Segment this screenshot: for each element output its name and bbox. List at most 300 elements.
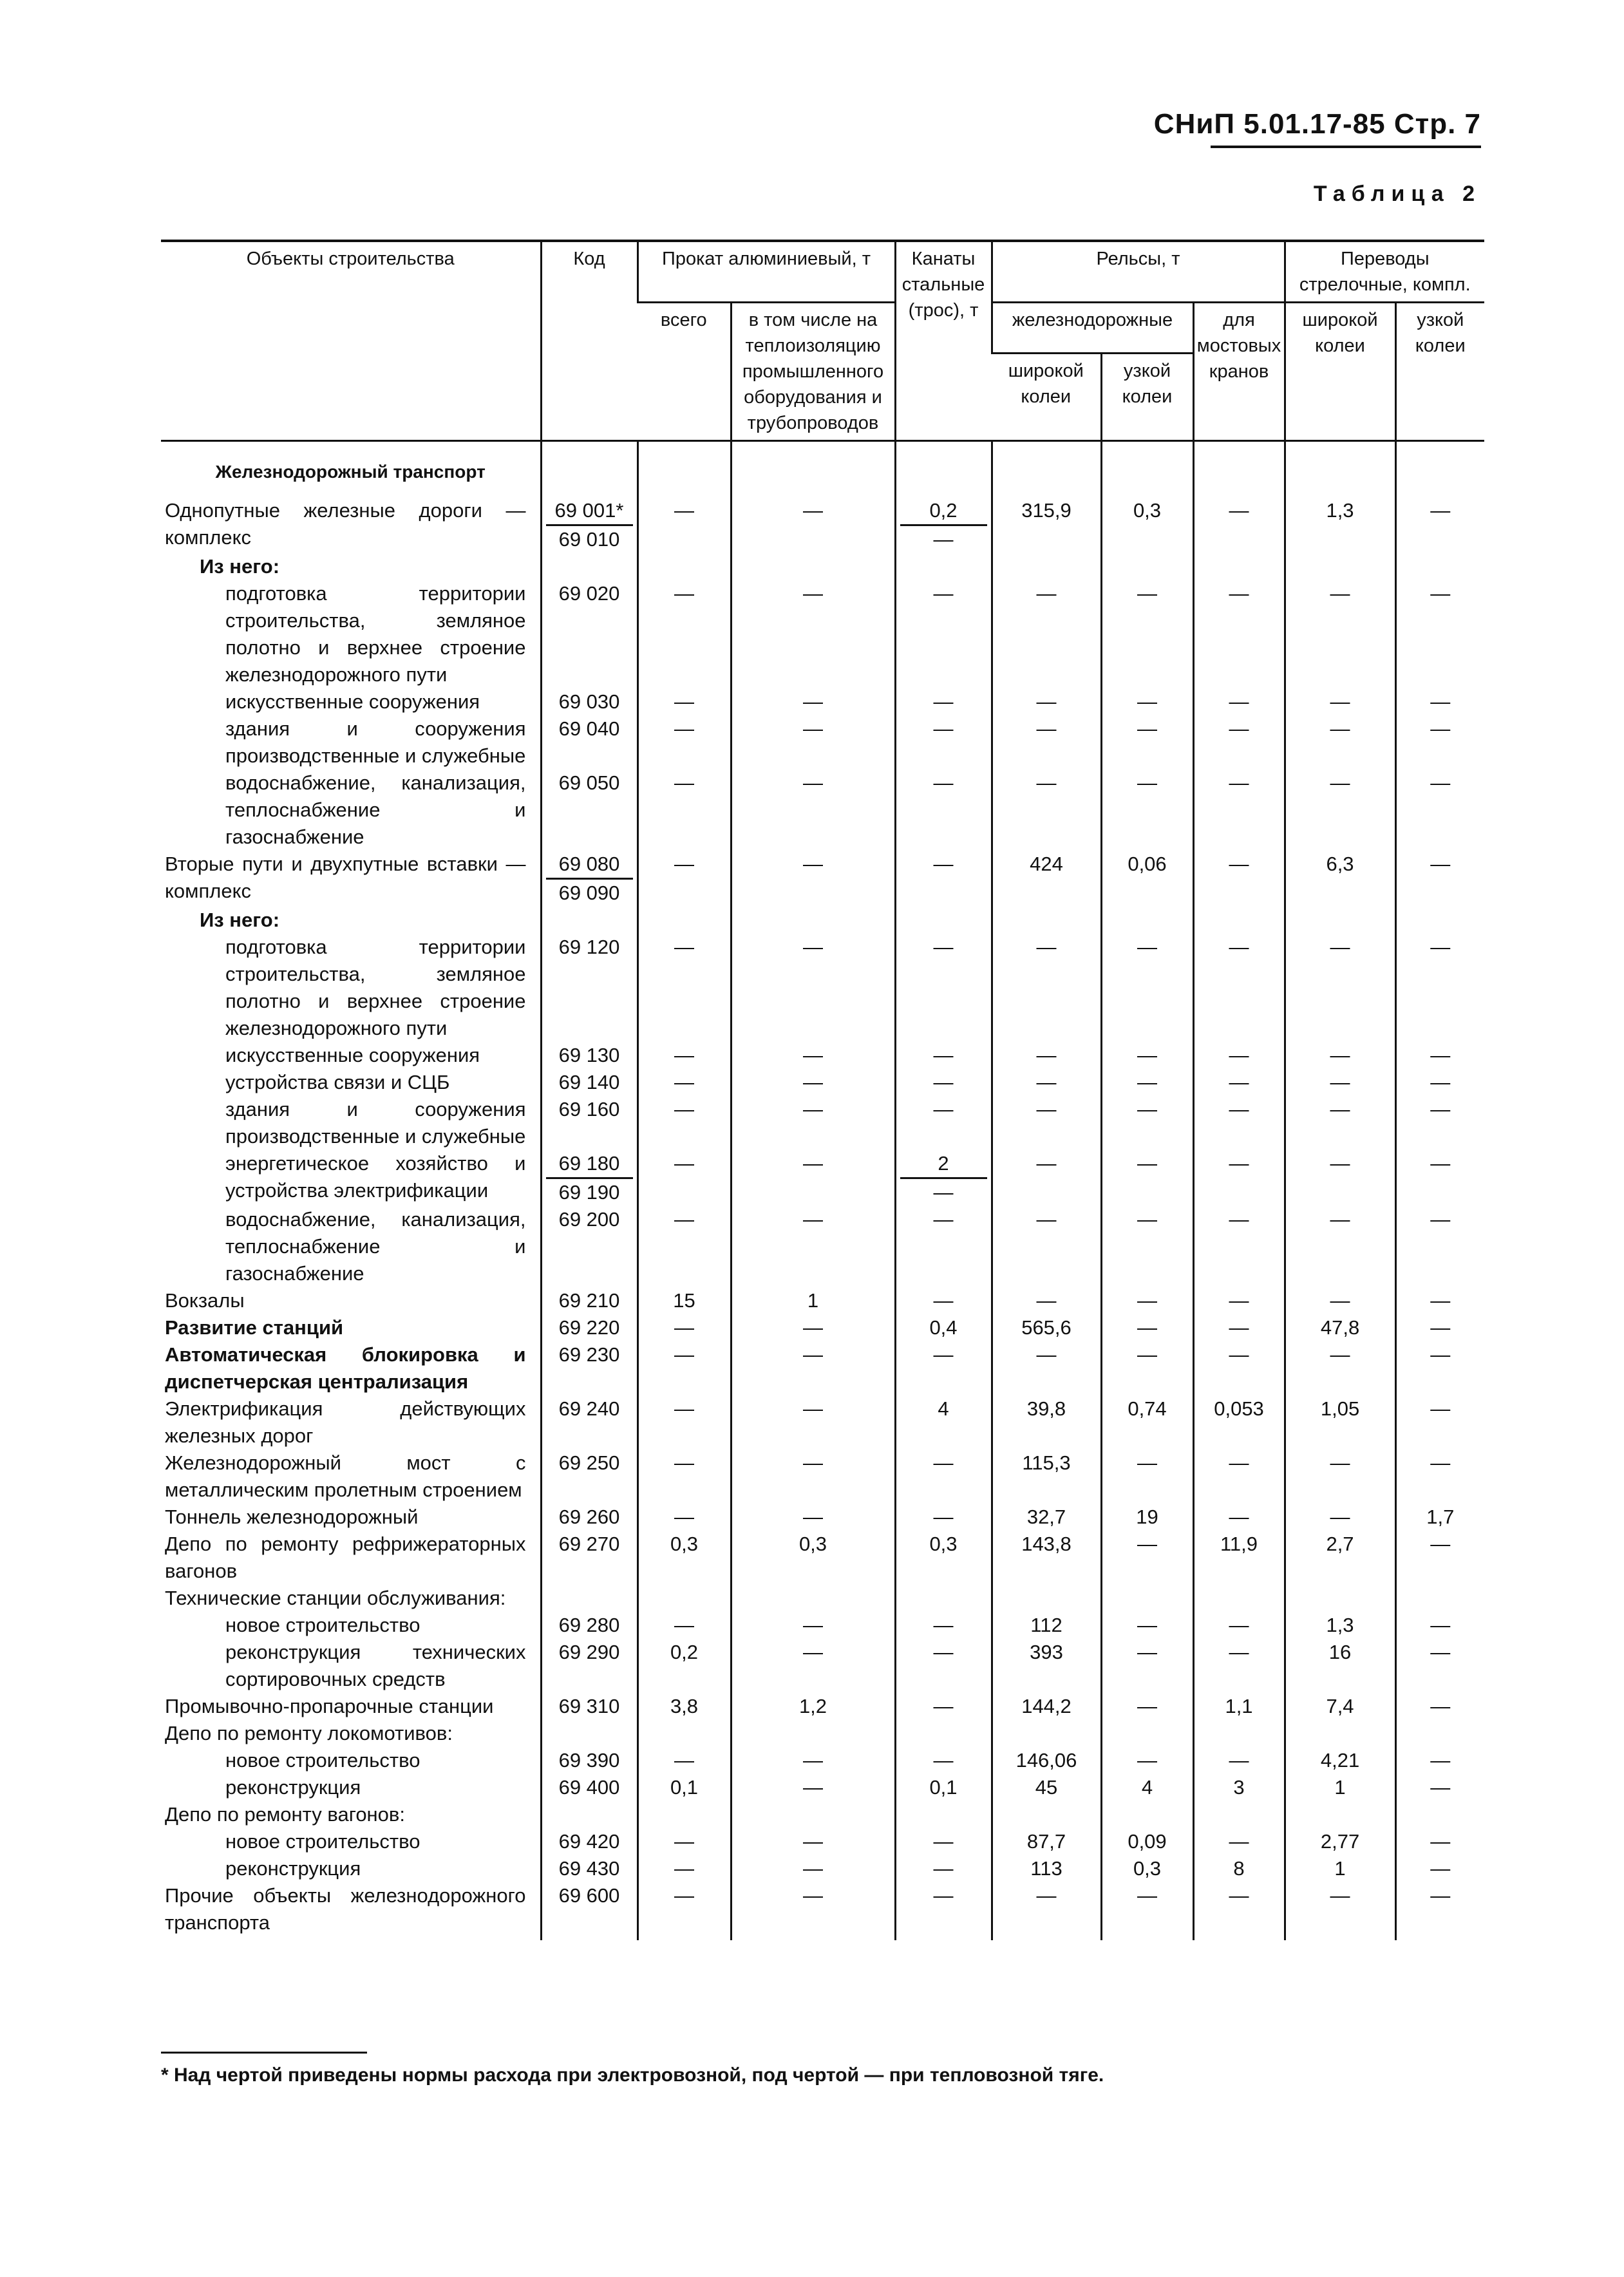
row-code: 69 420: [541, 1828, 637, 1855]
cell-aluminum-total: —: [637, 851, 731, 907]
table-row: [161, 1585, 1484, 1612]
cell-aluminum-insulation: —: [731, 1341, 895, 1395]
cell-aluminum-total: 0,1: [637, 1774, 731, 1801]
cell-switch-broad: —: [1285, 1096, 1395, 1150]
table-row: [161, 1747, 1484, 1774]
cell-broad-gauge-rails: —: [992, 1150, 1101, 1206]
row-code: [541, 1585, 637, 1612]
cell-ropes: —: [895, 1096, 992, 1150]
cell-crane-rails: —: [1193, 1639, 1285, 1693]
cell-ropes: 4: [895, 1395, 992, 1450]
cell-broad-gauge-rails: 424: [992, 851, 1101, 907]
cell-broad-gauge-rails: —: [992, 1882, 1101, 1940]
row-object-name: Однопутные железные дороги — комплекс: [165, 499, 526, 549]
cell-switch-narrow: —: [1395, 851, 1484, 907]
cell-switch-narrow: [1395, 1801, 1484, 1828]
table-row: [161, 1774, 1484, 1801]
cell-broad-gauge-rails: —: [992, 934, 1101, 1042]
table-row: [161, 770, 1484, 851]
row-code: 69 200: [541, 1206, 637, 1287]
code-diesel: 69 010: [558, 528, 620, 551]
row-object-name: Промывочно-пропарочные станции: [165, 1695, 494, 1717]
cell-switch-broad: [1285, 907, 1395, 934]
header-broad-gauge: широкой колеи: [992, 353, 1101, 440]
cell-aluminum-total: —: [637, 1828, 731, 1855]
cell-aluminum-insulation: 1,2: [731, 1693, 895, 1720]
cell-switch-narrow: 1,7: [1395, 1504, 1484, 1531]
row-code: 69 230: [541, 1341, 637, 1395]
cell-crane-rails: —: [1193, 1314, 1285, 1341]
table-row: [161, 1720, 1484, 1747]
cell-broad-gauge-rails: —: [992, 1206, 1101, 1287]
cell-aluminum-insulation: [731, 1720, 895, 1747]
cell-broad-gauge-rails: —: [992, 715, 1101, 770]
table-row: [161, 1855, 1484, 1882]
cell-narrow-gauge-rails: 0,3: [1101, 497, 1193, 553]
cell-aluminum-insulation: —: [731, 1450, 895, 1504]
row-code: 69 280: [541, 1612, 637, 1639]
cell-narrow-gauge-rails: [1101, 1720, 1193, 1747]
cell-aluminum-insulation: —: [731, 1747, 895, 1774]
cell-aluminum-total: 0,2: [637, 1639, 731, 1693]
cell-ropes: —: [895, 1504, 992, 1531]
cell-aluminum-total: —: [637, 715, 731, 770]
table-body: [161, 441, 1484, 1941]
cell-narrow-gauge-rails: —: [1101, 1693, 1193, 1720]
cell-aluminum-total: [637, 1720, 731, 1747]
cell-aluminum-insulation: —: [731, 1206, 895, 1287]
cell-crane-rails: —: [1193, 1882, 1285, 1940]
table-row: [161, 1314, 1484, 1341]
cell-crane-rails: [1193, 907, 1285, 934]
cell-ropes: —: [895, 715, 992, 770]
cell-ropes: —: [895, 1612, 992, 1639]
cell-broad-gauge-rails: [992, 907, 1101, 934]
row-code: 69 050: [541, 770, 637, 851]
row-object-name: водоснабжение, канализация, теплоснабжение и газоснабжение: [225, 1208, 526, 1285]
table-row: [161, 1341, 1484, 1395]
cell-ropes: —: [895, 851, 992, 907]
cell-ropes: —: [895, 770, 992, 851]
header-narrow-gauge: узкой колеи: [1101, 353, 1193, 440]
table-row: [161, 1042, 1484, 1069]
cell-aluminum-total: —: [637, 1882, 731, 1940]
table-label: Таблица 2: [1313, 182, 1481, 206]
cell-aluminum-insulation: —: [731, 1828, 895, 1855]
cell-switch-broad: —: [1285, 770, 1395, 851]
table-row: [161, 1450, 1484, 1504]
cell-ropes: 0,1: [895, 1774, 992, 1801]
ropes-diesel: —: [933, 1181, 954, 1204]
row-code: [541, 497, 637, 553]
code-diesel: 69 090: [558, 882, 620, 904]
norms-table: [161, 240, 1484, 1940]
cell-aluminum-total: —: [637, 688, 731, 715]
cell-ropes: —: [895, 1450, 992, 1504]
cell-broad-gauge-rails: 32,7: [992, 1504, 1101, 1531]
cell-aluminum-total: —: [637, 1450, 731, 1504]
cell-aluminum-total: —: [637, 1341, 731, 1395]
cell-narrow-gauge-rails: [1101, 1801, 1193, 1828]
cell-narrow-gauge-rails: 0,74: [1101, 1395, 1193, 1450]
cell-narrow-gauge-rails: —: [1101, 1042, 1193, 1069]
cell-switch-broad: —: [1285, 934, 1395, 1042]
row-object-name: здания и сооружения производственные и служебные: [225, 1098, 526, 1148]
cell-narrow-gauge-rails: —: [1101, 1450, 1193, 1504]
cell-aluminum-total: —: [637, 1206, 731, 1287]
row-code: 69 120: [541, 934, 637, 1042]
cell-aluminum-insulation: 1: [731, 1287, 895, 1314]
cell-broad-gauge-rails: 143,8: [992, 1531, 1101, 1585]
cell-switch-narrow: —: [1395, 497, 1484, 553]
cell-switch-broad: —: [1285, 1341, 1395, 1395]
cell-aluminum-total: [637, 907, 731, 934]
cell-switch-narrow: [1395, 1585, 1484, 1612]
row-code: [541, 851, 637, 907]
cell-switch-broad: —: [1285, 688, 1395, 715]
cell-aluminum-insulation: —: [731, 1504, 895, 1531]
cell-crane-rails: [1193, 1585, 1285, 1612]
cell-switch-broad: [1285, 1585, 1395, 1612]
row-code: [541, 1150, 637, 1206]
cell-switch-narrow: —: [1395, 934, 1484, 1042]
row-code: 69 220: [541, 1314, 637, 1341]
cell-broad-gauge-rails: 315,9: [992, 497, 1101, 553]
cell-ropes: —: [895, 1639, 992, 1693]
row-object-name: Железнодорожный мост с металлическим пролетным строением: [165, 1451, 526, 1501]
cell-crane-rails: —: [1193, 497, 1285, 553]
table-row: [161, 580, 1484, 688]
cell-switch-broad: —: [1285, 1287, 1395, 1314]
row-code: [541, 907, 637, 934]
row-object-name: здания и сооружения производственные и служебные: [225, 717, 526, 767]
row-code: 69 270: [541, 1531, 637, 1585]
cell-ropes: [895, 553, 992, 580]
cell-aluminum-total: —: [637, 770, 731, 851]
row-object-name: Тоннель железнодорожный: [165, 1506, 419, 1528]
table-row: [161, 1882, 1484, 1940]
cell-switch-narrow: [1395, 907, 1484, 934]
cell-aluminum-insulation: [731, 1801, 895, 1828]
cell-ropes: [895, 1720, 992, 1747]
cell-narrow-gauge-rails: 4: [1101, 1774, 1193, 1801]
cell-aluminum-insulation: —: [731, 1612, 895, 1639]
cell-crane-rails: 1,1: [1193, 1693, 1285, 1720]
table-row: [161, 1693, 1484, 1720]
cell-crane-rails: —: [1193, 1069, 1285, 1096]
header-rule: [1211, 146, 1481, 148]
cell-aluminum-insulation: —: [731, 934, 895, 1042]
cell-switch-narrow: —: [1395, 1828, 1484, 1855]
table-row: [161, 934, 1484, 1042]
row-object-name: новое строительство: [225, 1749, 420, 1772]
row-code: [541, 1720, 637, 1747]
cell-aluminum-total: —: [637, 1855, 731, 1882]
cell-aluminum-insulation: —: [731, 770, 895, 851]
cell-crane-rails: 11,9: [1193, 1531, 1285, 1585]
cell-crane-rails: [1193, 1801, 1285, 1828]
cell-aluminum-insulation: —: [731, 497, 895, 553]
row-object-name: реконструкция: [225, 1857, 361, 1880]
cell-switch-narrow: —: [1395, 1774, 1484, 1801]
cell-aluminum-insulation: —: [731, 1042, 895, 1069]
cell-switch-narrow: —: [1395, 1069, 1484, 1096]
cell-crane-rails: [1193, 1720, 1285, 1747]
row-code: 69 430: [541, 1855, 637, 1882]
table-row: [161, 688, 1484, 715]
table-row: [161, 497, 1484, 553]
cell-aluminum-total: —: [637, 1150, 731, 1206]
row-object-name: Прочие объекты железнодорожного транспорта: [165, 1884, 526, 1934]
row-object-name: Развитие станций: [165, 1316, 344, 1339]
cell-ropes: [895, 1585, 992, 1612]
cell-switch-broad: 47,8: [1285, 1314, 1395, 1341]
code-electric: 69 180: [546, 1150, 633, 1179]
cell-aluminum-insulation: —: [731, 688, 895, 715]
cell-crane-rails: —: [1193, 1287, 1285, 1314]
row-object-name: подготовка территории строительства, земляное полотно и верхнее строение железнодорожного пути: [225, 582, 526, 686]
cell-broad-gauge-rails: 45: [992, 1774, 1101, 1801]
cell-crane-rails: —: [1193, 1504, 1285, 1531]
row-code: 69 020: [541, 580, 637, 688]
cell-broad-gauge-rails: [992, 1585, 1101, 1612]
cell-narrow-gauge-rails: —: [1101, 715, 1193, 770]
row-code: 69 040: [541, 715, 637, 770]
cell-switch-narrow: —: [1395, 1150, 1484, 1206]
cell-crane-rails: —: [1193, 1747, 1285, 1774]
cell-narrow-gauge-rails: [1101, 907, 1193, 934]
cell-switch-narrow: —: [1395, 1042, 1484, 1069]
cell-broad-gauge-rails: 393: [992, 1639, 1101, 1693]
cell-switch-broad: 2,77: [1285, 1828, 1395, 1855]
footnote-rule: [161, 2052, 367, 2054]
table-row: [161, 1612, 1484, 1639]
cell-switch-narrow: —: [1395, 1639, 1484, 1693]
header-aluminum: Прокат алюминиевый, т: [637, 241, 895, 303]
cell-switch-broad: 2,7: [1285, 1531, 1395, 1585]
cell-switch-narrow: —: [1395, 1314, 1484, 1341]
cell-aluminum-insulation: —: [731, 1882, 895, 1940]
cell-ropes: —: [895, 1042, 992, 1069]
row-object-name: Электрификация действующих железных дорог: [165, 1397, 526, 1447]
table-row: [161, 1639, 1484, 1693]
row-object-name: новое строительство: [225, 1614, 420, 1636]
cell-switch-narrow: —: [1395, 1882, 1484, 1940]
cell-aluminum-total: —: [637, 1395, 731, 1450]
cell-aluminum-total: —: [637, 1069, 731, 1096]
cell-broad-gauge-rails: 87,7: [992, 1828, 1101, 1855]
cell-switch-narrow: —: [1395, 580, 1484, 688]
cell-narrow-gauge-rails: —: [1101, 1747, 1193, 1774]
cell-aluminum-insulation: 0,3: [731, 1531, 895, 1585]
cell-switch-narrow: —: [1395, 1693, 1484, 1720]
row-object-name: Вокзалы: [165, 1289, 245, 1312]
row-object-name: Вторые пути и двухпутные вставки — комплекс: [165, 853, 526, 902]
cell-aluminum-total: —: [637, 1504, 731, 1531]
row-object-name: Автоматическая блокировка и диспетчерская централизация: [165, 1343, 526, 1393]
cell-switch-broad: —: [1285, 1450, 1395, 1504]
cell-ropes: [895, 907, 992, 934]
table-row: [161, 1069, 1484, 1096]
cell-aluminum-insulation: —: [731, 1150, 895, 1206]
row-code: 69 140: [541, 1069, 637, 1096]
cell-crane-rails: —: [1193, 851, 1285, 907]
header-ropes: Канаты стальные (трос), т: [895, 241, 992, 441]
table-row: [161, 1206, 1484, 1287]
cell-aluminum-total: 3,8: [637, 1693, 731, 1720]
code-electric: 69 001*: [546, 497, 633, 526]
cell-aluminum-insulation: —: [731, 1855, 895, 1882]
row-code: 69 130: [541, 1042, 637, 1069]
table-row: [161, 1287, 1484, 1314]
cell-aluminum-total: [637, 1585, 731, 1612]
cell-aluminum-insulation: —: [731, 1395, 895, 1450]
cell-aluminum-insulation: —: [731, 851, 895, 907]
cell-aluminum-insulation: —: [731, 1096, 895, 1150]
row-object-name: устройства связи и СЦБ: [225, 1071, 450, 1093]
cell-narrow-gauge-rails: —: [1101, 1882, 1193, 1940]
cell-switch-narrow: —: [1395, 688, 1484, 715]
cell-switch-broad: [1285, 1801, 1395, 1828]
cell-narrow-gauge-rails: —: [1101, 580, 1193, 688]
table-row: [161, 715, 1484, 770]
header-objects: Объекты строительства: [161, 241, 541, 441]
cell-narrow-gauge-rails: 0,06: [1101, 851, 1193, 907]
cell-aluminum-insulation: —: [731, 1314, 895, 1341]
cell-narrow-gauge-rails: —: [1101, 1150, 1193, 1206]
cell-ropes: 0,4: [895, 1314, 992, 1341]
cell-switch-narrow: —: [1395, 1096, 1484, 1150]
row-code: 69 030: [541, 688, 637, 715]
row-object-name: подготовка территории строительства, земляное полотно и верхнее строение железнодорожного пути: [225, 936, 526, 1039]
cell-broad-gauge-rails: [992, 1801, 1101, 1828]
cell-ropes: [895, 497, 992, 553]
cell-narrow-gauge-rails: 19: [1101, 1504, 1193, 1531]
cell-aluminum-insulation: —: [731, 1069, 895, 1096]
row-object-name: Из него:: [200, 909, 280, 931]
table-row: [161, 553, 1484, 580]
cell-broad-gauge-rails: —: [992, 770, 1101, 851]
cell-narrow-gauge-rails: —: [1101, 1096, 1193, 1150]
row-code: 69 160: [541, 1096, 637, 1150]
cell-ropes: —: [895, 1882, 992, 1940]
cell-ropes: —: [895, 934, 992, 1042]
cell-switch-narrow: —: [1395, 1206, 1484, 1287]
cell-crane-rails: —: [1193, 580, 1285, 688]
cell-broad-gauge-rails: —: [992, 1042, 1101, 1069]
footnote: * Над чертой приведены нормы расхода при электровозной, под чертой — при тепловозной тяге.: [161, 2064, 1104, 2086]
cell-switch-broad: 4,21: [1285, 1747, 1395, 1774]
cell-switch-narrow: —: [1395, 715, 1484, 770]
cell-narrow-gauge-rails: —: [1101, 770, 1193, 851]
cell-narrow-gauge-rails: —: [1101, 1612, 1193, 1639]
cell-switch-narrow: [1395, 1720, 1484, 1747]
cell-crane-rails: —: [1193, 1612, 1285, 1639]
cell-narrow-gauge-rails: —: [1101, 688, 1193, 715]
cell-switch-broad: 1,3: [1285, 1612, 1395, 1639]
cell-aluminum-total: —: [637, 580, 731, 688]
cell-switch-narrow: —: [1395, 1612, 1484, 1639]
cell-switch-narrow: —: [1395, 1395, 1484, 1450]
cell-crane-rails: [1193, 553, 1285, 580]
cell-aluminum-total: —: [637, 1612, 731, 1639]
cell-crane-rails: —: [1193, 934, 1285, 1042]
row-object-name: искусственные сооружения: [225, 1044, 480, 1066]
ropes-electric: 2: [900, 1150, 987, 1179]
cell-aluminum-total: —: [637, 934, 731, 1042]
ropes-electric: 0,2: [900, 497, 987, 526]
row-code: [541, 1801, 637, 1828]
cell-ropes: —: [895, 1069, 992, 1096]
cell-aluminum-total: [637, 1801, 731, 1828]
cell-narrow-gauge-rails: —: [1101, 1314, 1193, 1341]
cell-ropes: —: [895, 1855, 992, 1882]
cell-switch-narrow: —: [1395, 1341, 1484, 1395]
cell-switch-narrow: —: [1395, 1855, 1484, 1882]
row-object-name: водоснабжение, канализация, теплоснабжение и газоснабжение: [225, 771, 526, 848]
header-code: Код: [541, 241, 637, 441]
cell-switch-broad: [1285, 1720, 1395, 1747]
cell-crane-rails: —: [1193, 1042, 1285, 1069]
header-crane-rails: для мостовых кранов: [1193, 303, 1285, 441]
cell-narrow-gauge-rails: —: [1101, 1287, 1193, 1314]
cell-switch-narrow: —: [1395, 1531, 1484, 1585]
cell-switch-broad: —: [1285, 1150, 1395, 1206]
row-code: 69 240: [541, 1395, 637, 1450]
row-code: 69 310: [541, 1693, 637, 1720]
cell-aluminum-total: —: [637, 1314, 731, 1341]
cell-ropes: —: [895, 1747, 992, 1774]
cell-ropes: —: [895, 580, 992, 688]
cell-switch-narrow: —: [1395, 1747, 1484, 1774]
cell-switch-broad: —: [1285, 580, 1395, 688]
cell-aluminum-insulation: —: [731, 1774, 895, 1801]
cell-broad-gauge-rails: —: [992, 580, 1101, 688]
cell-aluminum-total: 0,3: [637, 1531, 731, 1585]
row-object-name: Депо по ремонту локомотивов:: [165, 1722, 453, 1744]
row-object-name: новое строительство: [225, 1830, 420, 1853]
cell-switch-broad: —: [1285, 1042, 1395, 1069]
table-row: [161, 1504, 1484, 1531]
cell-switch-narrow: [1395, 553, 1484, 580]
cell-crane-rails: —: [1193, 770, 1285, 851]
cell-narrow-gauge-rails: —: [1101, 1341, 1193, 1395]
row-code: 69 210: [541, 1287, 637, 1314]
cell-switch-narrow: —: [1395, 1450, 1484, 1504]
cell-switch-broad: —: [1285, 1069, 1395, 1096]
cell-broad-gauge-rails: [992, 553, 1101, 580]
row-code: 69 400: [541, 1774, 637, 1801]
cell-aluminum-insulation: [731, 1585, 895, 1612]
cell-crane-rails: 8: [1193, 1855, 1285, 1882]
cell-switch-broad: —: [1285, 1206, 1395, 1287]
cell-broad-gauge-rails: 146,06: [992, 1747, 1101, 1774]
cell-aluminum-insulation: [731, 553, 895, 580]
header-switches: Переводы стрелочные, компл.: [1285, 241, 1484, 303]
row-code: 69 390: [541, 1747, 637, 1774]
cell-narrow-gauge-rails: —: [1101, 1639, 1193, 1693]
cell-crane-rails: —: [1193, 1206, 1285, 1287]
cell-crane-rails: —: [1193, 1150, 1285, 1206]
cell-narrow-gauge-rails: —: [1101, 934, 1193, 1042]
row-object-name: Депо по ремонту вагонов:: [165, 1803, 405, 1826]
cell-narrow-gauge-rails: [1101, 553, 1193, 580]
cell-aluminum-insulation: —: [731, 1639, 895, 1693]
cell-crane-rails: 3: [1193, 1774, 1285, 1801]
row-object-name: искусственные сооружения: [225, 690, 480, 713]
row-object-name: энергетическое хозяйство и устройства электрификации: [225, 1152, 526, 1202]
table-row: [161, 1395, 1484, 1450]
